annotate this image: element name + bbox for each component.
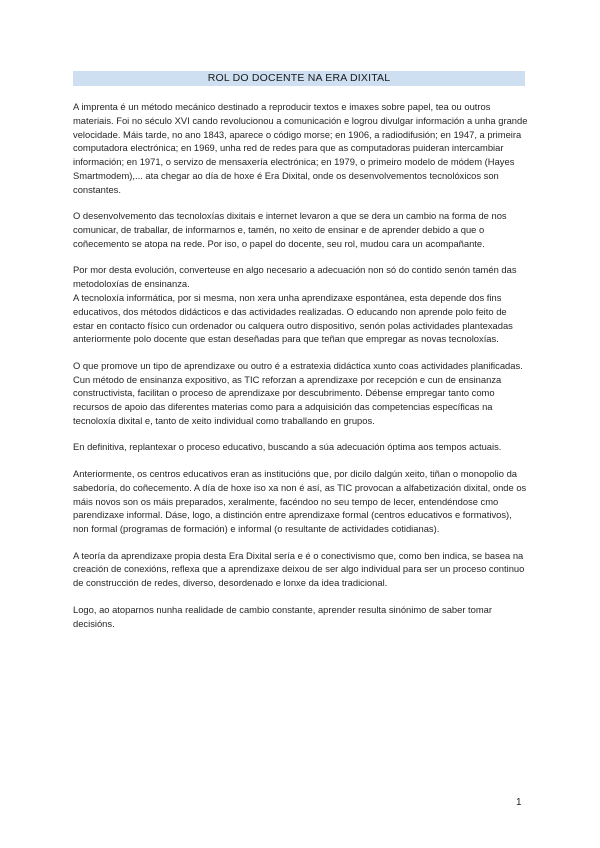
page-title: ROL DO DOCENTE NA ERA DIXITAL <box>207 72 391 84</box>
paragraph-adaptation: Por mor desta evolución, converteuse en algo necesario a adecuación non só do contido senón tamén das metodoloxías de ensinanza. <box>73 264 517 290</box>
paragraph-history: A imprenta é un método mecánico destinado a reproducir textos e imaxes sobre papel, tea ou outros materiais. Foi no século XVI cando revolucionou a comunicación e logrou divulgar información a unha grande velocidade. Máis tarde, no ano 1843, aparece o código morse; en 1906, a radiodifusión; en 1947, a primeira computadora electrónica; en 1969, unha red de redes para que as computadoras puideran intercambiar información; en 1971, o servizo de mensaxería electrónica; en 1979, o primeiro modelo de módem (Hayes Smartmodem),... ata chegar ao día de hoxe é Era Dixital, onde os desenvolvementos tecnolóxicos son constantes. <box>73 101 528 195</box>
paragraph-education-centers: Anteriormente, os centros educativos eran as institucións que, por dicilo dalgún xeito, tiñan o monopolio da sabedoría, do coñecemento. A día de hoxe iso xa non é así, as TIC provocan a alfabetización dixital, onde os máis novos son os máis preparados, xeralmente, facéndoo no seu tempo de lecer, entendéndose cmo parendizaxe informal. Dáse, logo, a distinción entre aprendizaxe formal (centros educativos e formativos), non formal (programas de formación) e informal (o resultante de actividades cotidianas). <box>73 467 527 535</box>
paragraph-connectivism: A teoría da aprendizaxe propia desta Era Dixital sería e é o conectivismo que, como ben indica, se basea na creación de conexións, reflexa que a aprendizaxe deixou de ser algo individual para ser un proceso continuo de construcción de redes, diverso, desordenado e lonxe da idea tradicional. <box>73 549 525 589</box>
paragraph-definitive: En definitiva, replantexar o proceso educativo, buscando a súa adecuación óptima aos tempos actuais. <box>73 441 502 453</box>
page-number: 1 <box>516 797 522 808</box>
paragraph-conclusion: Logo, ao atoparnos nunha realidade de cambio constante, aprender resulta sinónimo de saber tomar decisións. <box>73 603 493 629</box>
paragraph-digital-change: O desenvolvemento das tecnoloxías dixitais e internet levaron a que se dera un cambio na forma de nos comunicar, de traballar, de informarnos e, tamén, no xeito de ensinar e de aprender debido a que o coñecemento se atopa na rede. Por iso, o papel do docente, seu rol, mudou cara un acompañante. <box>73 210 507 249</box>
paragraph-technology: A tecnoloxía informática, por si mesma, non xera unha aprendizaxe espontánea, esta depende dos fins educativos, dos métodos didácticos e das actividades realizadas. O educando non aprende polo feito de estar en contacto físico cun ordenador ou calquera outro dispositivo, senón polas actividades plantexadas anteriormente polo docente que estan deseñadas para que teñan que empregar as novas tecnoloxías. <box>73 291 513 345</box>
document-body <box>73 100 529 643</box>
title-bar <box>73 71 525 86</box>
paragraph-strategy: O que promove un tipo de aprendizaxe ou outro é a estratexia didáctica xunto coas actividades planificadas. Cun método de ensinanza expositivo, as TIC reforzan a aprendizaxe por recepción e cun de ensinanza constructivista, facilitan o proceso de aprendizaxe por descubrimento. Débense empregar tanto como recursos de apoio das diferentes materias como para a adquisición das competencias específicas na tecnoloxía dixital e, tanto de xeito individual como traballando en grupos. <box>73 359 523 426</box>
